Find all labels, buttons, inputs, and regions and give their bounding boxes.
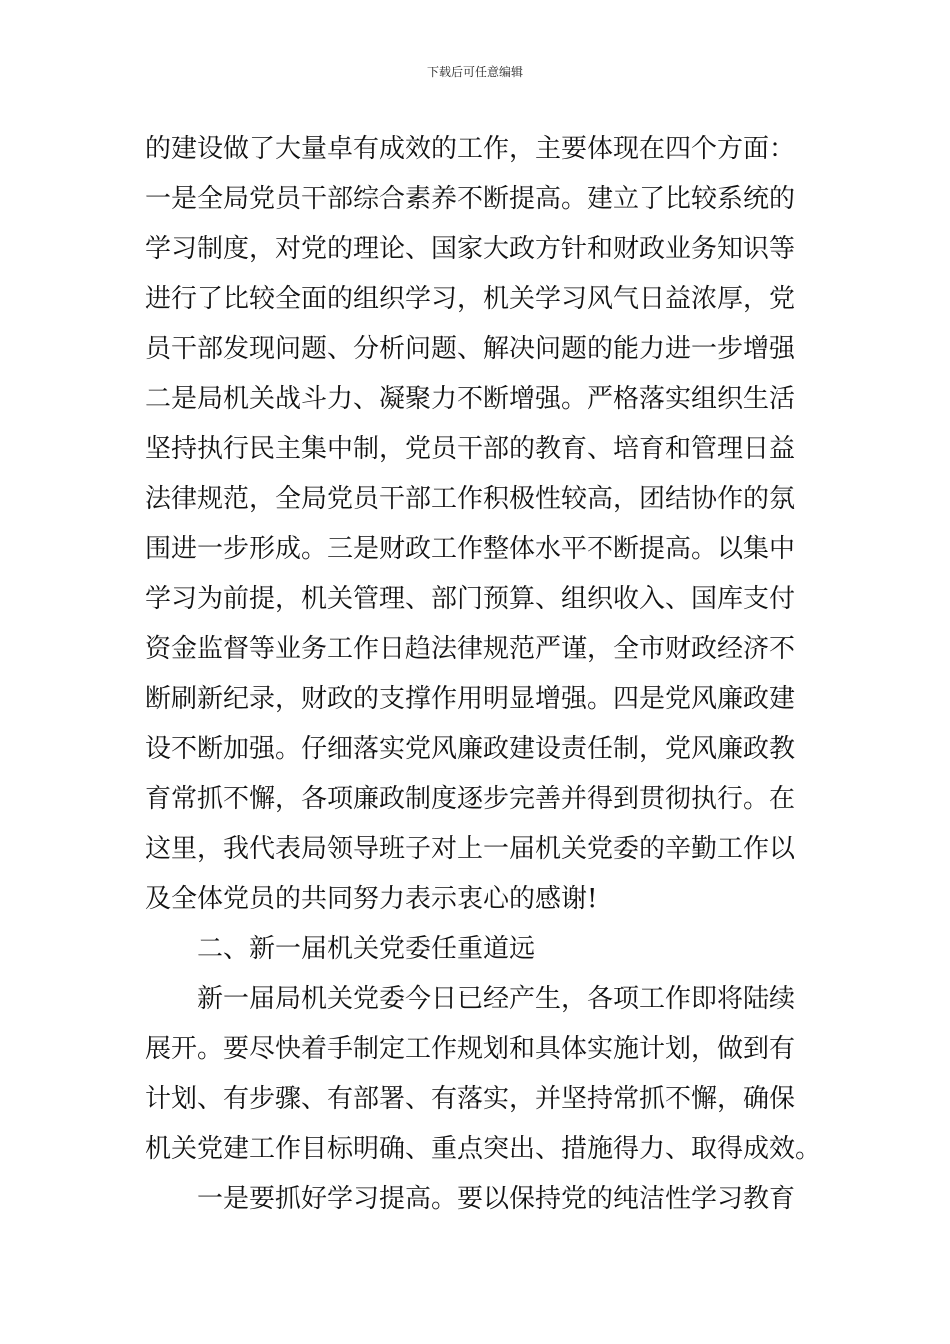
text-line: 学习为前提，机关管理、部门预算、组织收入、国库支付 <box>145 584 796 614</box>
text-line: 一是要抓好学习提高。要以保持党的纯洁性学习教育 <box>197 1184 796 1214</box>
text-line: 新一届局机关党委今日已经产生，各项工作即将陆续 <box>197 984 796 1014</box>
section-heading: 二、新一届机关党委任重道远 <box>197 934 536 964</box>
text-line: 展开。要尽快着手制定工作规划和具体实施计划，做到有 <box>145 1034 796 1064</box>
text-line: 学习制度，对党的理论、国家大政方针和财政业务知识等 <box>145 234 796 264</box>
text-line: 法律规范，全局党员干部工作积极性较高，团结协作的氛 <box>145 484 796 514</box>
text-line: 机关党建工作目标明确、重点突出、措施得力、取得成效。 <box>145 1134 822 1164</box>
text-line: 这里，我代表局领导班子对上一届机关党委的辛勤工作以 <box>145 834 796 864</box>
text-line: 围进一步形成。三是财政工作整体水平不断提高。以集中 <box>145 534 796 564</box>
text-line: 二是局机关战斗力、凝聚力不断增强。严格落实组织生活 <box>145 384 796 414</box>
text-line: 一是全局党员干部综合素养不断提高。建立了比较系统的 <box>145 184 796 214</box>
text-line: 进行了比较全面的组织学习，机关学习风气日益浓厚，党 <box>145 284 796 314</box>
text-line: 的建设做了大量卓有成效的工作，主要体现在四个方面： <box>145 134 796 164</box>
text-line: 育常抓不懈，各项廉政制度逐步完善并得到贯彻执行。在 <box>145 784 796 814</box>
text-line: 计划、有步骤、有部署、有落实，并坚持常抓不懈，确保 <box>145 1084 796 1114</box>
page-header: 下载后可任意编辑 <box>426 65 523 79</box>
text-line: 坚持执行民主集中制，党员干部的教育、培育和管理日益 <box>145 434 796 464</box>
text-line: 及全体党员的共同努力表示衷心的感谢! <box>145 884 598 914</box>
text-line: 设不断加强。仔细落实党风廉政建设责任制，党风廉政教 <box>145 734 796 764</box>
document-body <box>145 124 822 1224</box>
text-line: 员干部发现问题、分析问题、解决问题的能力进一步增强 <box>145 334 796 364</box>
text-line: 资金监督等业务工作日趋法律规范严谨，全市财政经济不 <box>145 634 796 664</box>
text-line: 断刷新纪录，财政的支撑作用明显增强。四是党风廉政建 <box>145 684 796 714</box>
